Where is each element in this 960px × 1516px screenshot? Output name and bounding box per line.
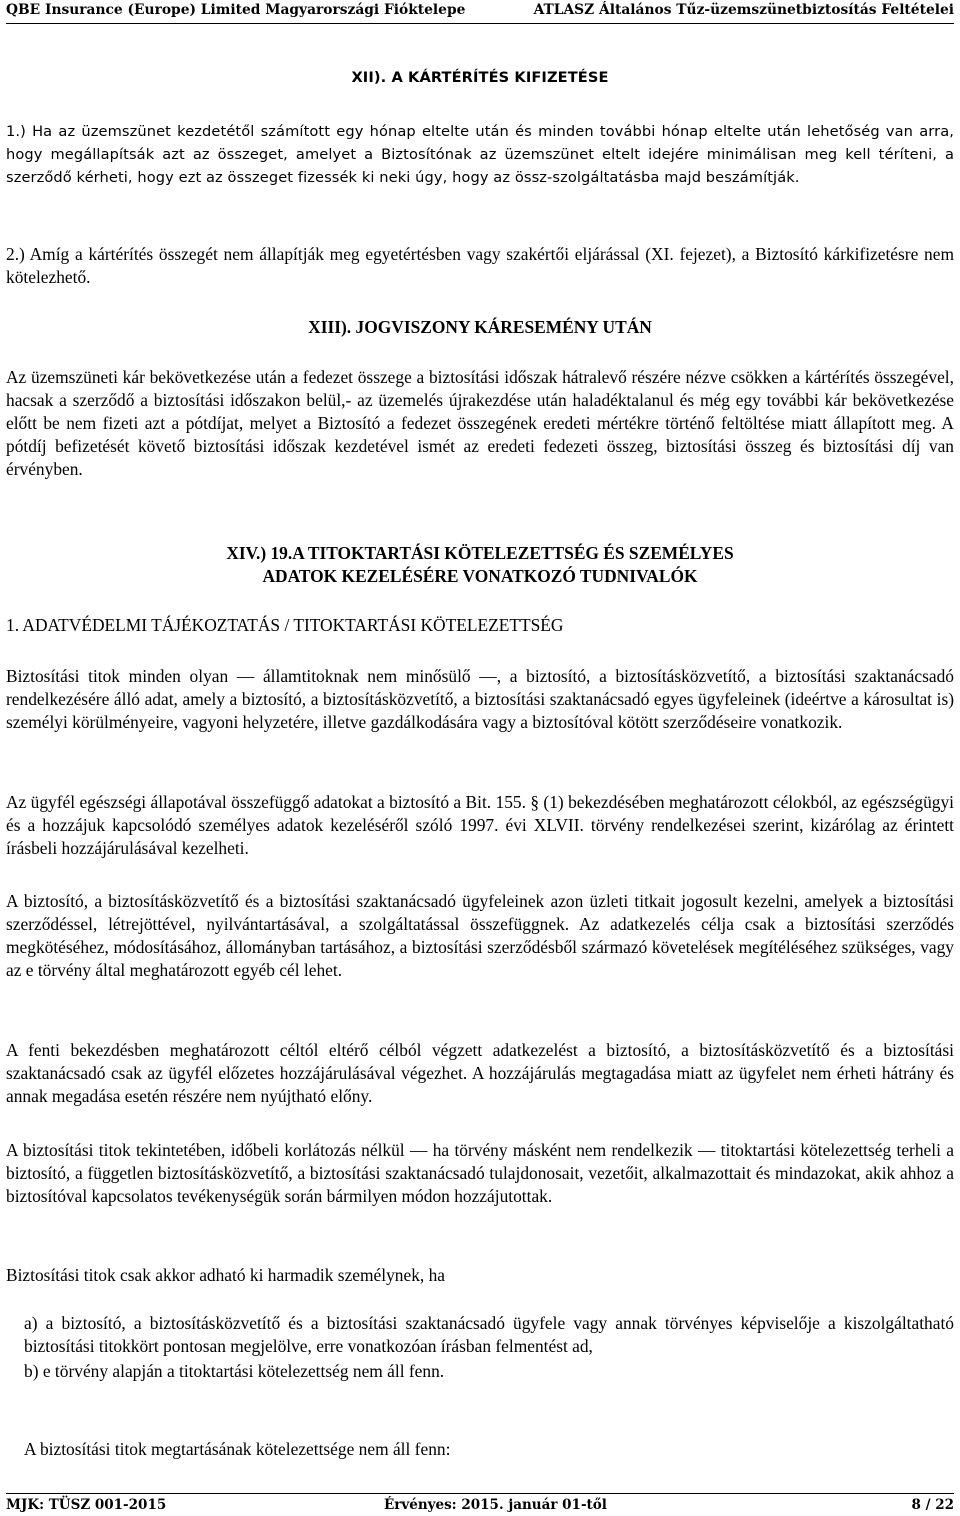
footer-validity: Érvényes: 2015. január 01-től — [384, 1497, 607, 1513]
list-marker: b) — [24, 1361, 39, 1381]
section-12-paragraph-2: 2.) Amíg a kártérítés összegét nem állapítják meg egyetértésben vagy szakértői eljárással (XI. fejezet), a Biztosító kárkifizetésre nem kötelezhető. — [6, 244, 954, 287]
header-company: QBE Insurance (Europe) Limited Magyarországi Fióktelepe — [6, 2, 466, 18]
footer-document-code: MJK: TÜSZ 001-2015 — [6, 1497, 167, 1513]
section-14-paragraph-4: A fenti bekezdésben meghatározott céltól eltérő célból végzett adatkezelést a biztosító, a biztosításközvetítő és a biztosítási szaktanácsadó csak az ügyfél előzetes hozzájárulásával végezhet. A hozzájárulás megtagadása miatt az ügyfelet nem érheti hátrány és annak megadása esetén részére nem nyújtható előny. — [6, 1040, 954, 1106]
page-header — [6, 2, 954, 24]
footer-page-number: 8 / 22 — [911, 1497, 954, 1513]
section-13-heading: XIII). JOGVISZONY KÁRESEMÉNY UTÁN — [308, 317, 652, 337]
list-marker: a) — [24, 1313, 38, 1333]
footer-divider — [6, 1493, 954, 1494]
section-14-paragraph-2: Az ügyfél egészségi állapotával összefüggő adatokat a biztosító a Bit. 155. § (1) bekezdésében meghatározott célokból, az egészségügyi és a hozzájuk kapcsolódó személyes adatok kezeléséről szóló 1997. évi XLVII. törvény rendelkezései szerint, kizárólag az érintett írásbeli hozzájárulásával kezelheti. — [6, 792, 954, 858]
section-14-heading: XIV.) 19.A TITOKTARTÁSI KÖTELEZETTSÉG ÉS SZEMÉLYES ADATOK KEZELÉSÉRE VONATKOZÓ TUDNIVALÓK — [226, 543, 734, 586]
section-14-paragraph-3: A biztosító, a biztosításközvetítő és a biztosítási szaktanácsadó ügyfeleinek azon üzleti titkait jogosult kezelni, amelyek a biztosítási szerződéssel, létrejöttével, nyilvántartásával, a szolgáltatással összefüggnek. Az adatkezelés célja csak a biztosítási szerződés megkötéséhez, módosításához, állományban tartásához, a biztosítási szerződésből származó követelések megítéléséhez szükséges, vagy az e törvény által meghatározott egyéb cél lehet. — [6, 891, 954, 980]
header-document-title: ATLASZ Általános Tűz-üzemszünetbiztosítás Feltételei — [533, 2, 954, 18]
section-14-subheading: 1. ADATVÉDELMI TÁJÉKOZTATÁS / TITOKTARTÁSI KÖTELEZETTSÉG — [6, 615, 564, 635]
conditions-list — [6, 1312, 954, 1383]
list-text: a biztosító, a biztosításközvetítő és a biztosítási szaktanácsadó ügyfele vagy annak törvényes képviselője a kiszolgáltatható biztosítási titokkört pontosan megjelölve, erre vonatkozóan írásban felmentést ad, — [24, 1313, 954, 1356]
header-divider — [6, 23, 954, 24]
list-item — [6, 1312, 954, 1358]
list-item — [6, 1360, 954, 1383]
section-14-paragraph-5: A biztosítási titok tekintetében, időbeli korlátozás nélkül — ha törvény másként nem rendelkezik — titoktartási kötelezettség terheli a biztosító, a független biztosításközvetítő, a biztosítási szaktanácsadó tulajdonosait, vezetőit, alkalmazottait és mindazokat, akik ahhoz a biztosítóval kapcsolatos tevékenységük során bármilyen módon hozzájutottak. — [6, 1140, 954, 1206]
section-14-paragraph-7: A biztosítási titok megtartásának kötelezettsége nem áll fenn: — [24, 1439, 451, 1459]
list-text: e törvény alapján a titoktartási kötelezettség nem áll fenn. — [42, 1361, 445, 1381]
section-13-paragraph: Az üzemszüneti kár bekövetkezése után a fedezet összege a biztosítási időszak hátralevő részére nézve csökken a kártérítés összegével, hacsak a szerződő a biztosítási időszakon belül,- az üzemelés újrakezdése után haladéktalanul és még egy további kár bekövetkezése előtt be nem fizeti azt a pótdíjat, melyet a Biztosító a fedezet összegének eredeti mértékre történő feltöltése miatt állapított meg. A pótdíj befizetését követő biztosítási időszak kezdetével ismét az eredeti fedezeti összeg, biztosítási összeg és biztosítási díj van érvényben. — [6, 367, 954, 479]
section-14-paragraph-6: Biztosítási titok csak akkor adható ki harmadik személynek, ha — [6, 1265, 445, 1285]
section-12-paragraph-1: 1.) Ha az üzemszünet kezdetétől számított egy hónap eltelte után és minden további hónap eltelte után lehetőség van arra, hogy megállapítsák azt az összeget, amelyet a Biztosítónak az üzemszünet eltelt idejére minimálisan meg kell téríteni, a szerződő kérheti, hogy ezt az összeget fizessék ki neki úgy, hogy az össz-szolgáltatásba majd beszámítják. — [6, 123, 954, 186]
section-12-heading: XII). A KÁRTÉRÍTÉS KIFIZETÉSE — [351, 69, 609, 86]
section-14-paragraph-1: Biztosítási titok minden olyan — államtitoknak nem minősülő —, a biztosító, a biztosításközvetítő, a biztosítási szaktanácsadó rendelkezésére álló adat, amely a biztosító, a biztosításközvetítő, a biztosítási szaktanácsadó egyes ügyfeleinek (ideértve a károsultat is) személyi körülményeire, vagyoni helyzetére, illetve gazdálkodására vagy a biztosítóval kötött szerződéseire vonatkozik. — [6, 666, 954, 732]
